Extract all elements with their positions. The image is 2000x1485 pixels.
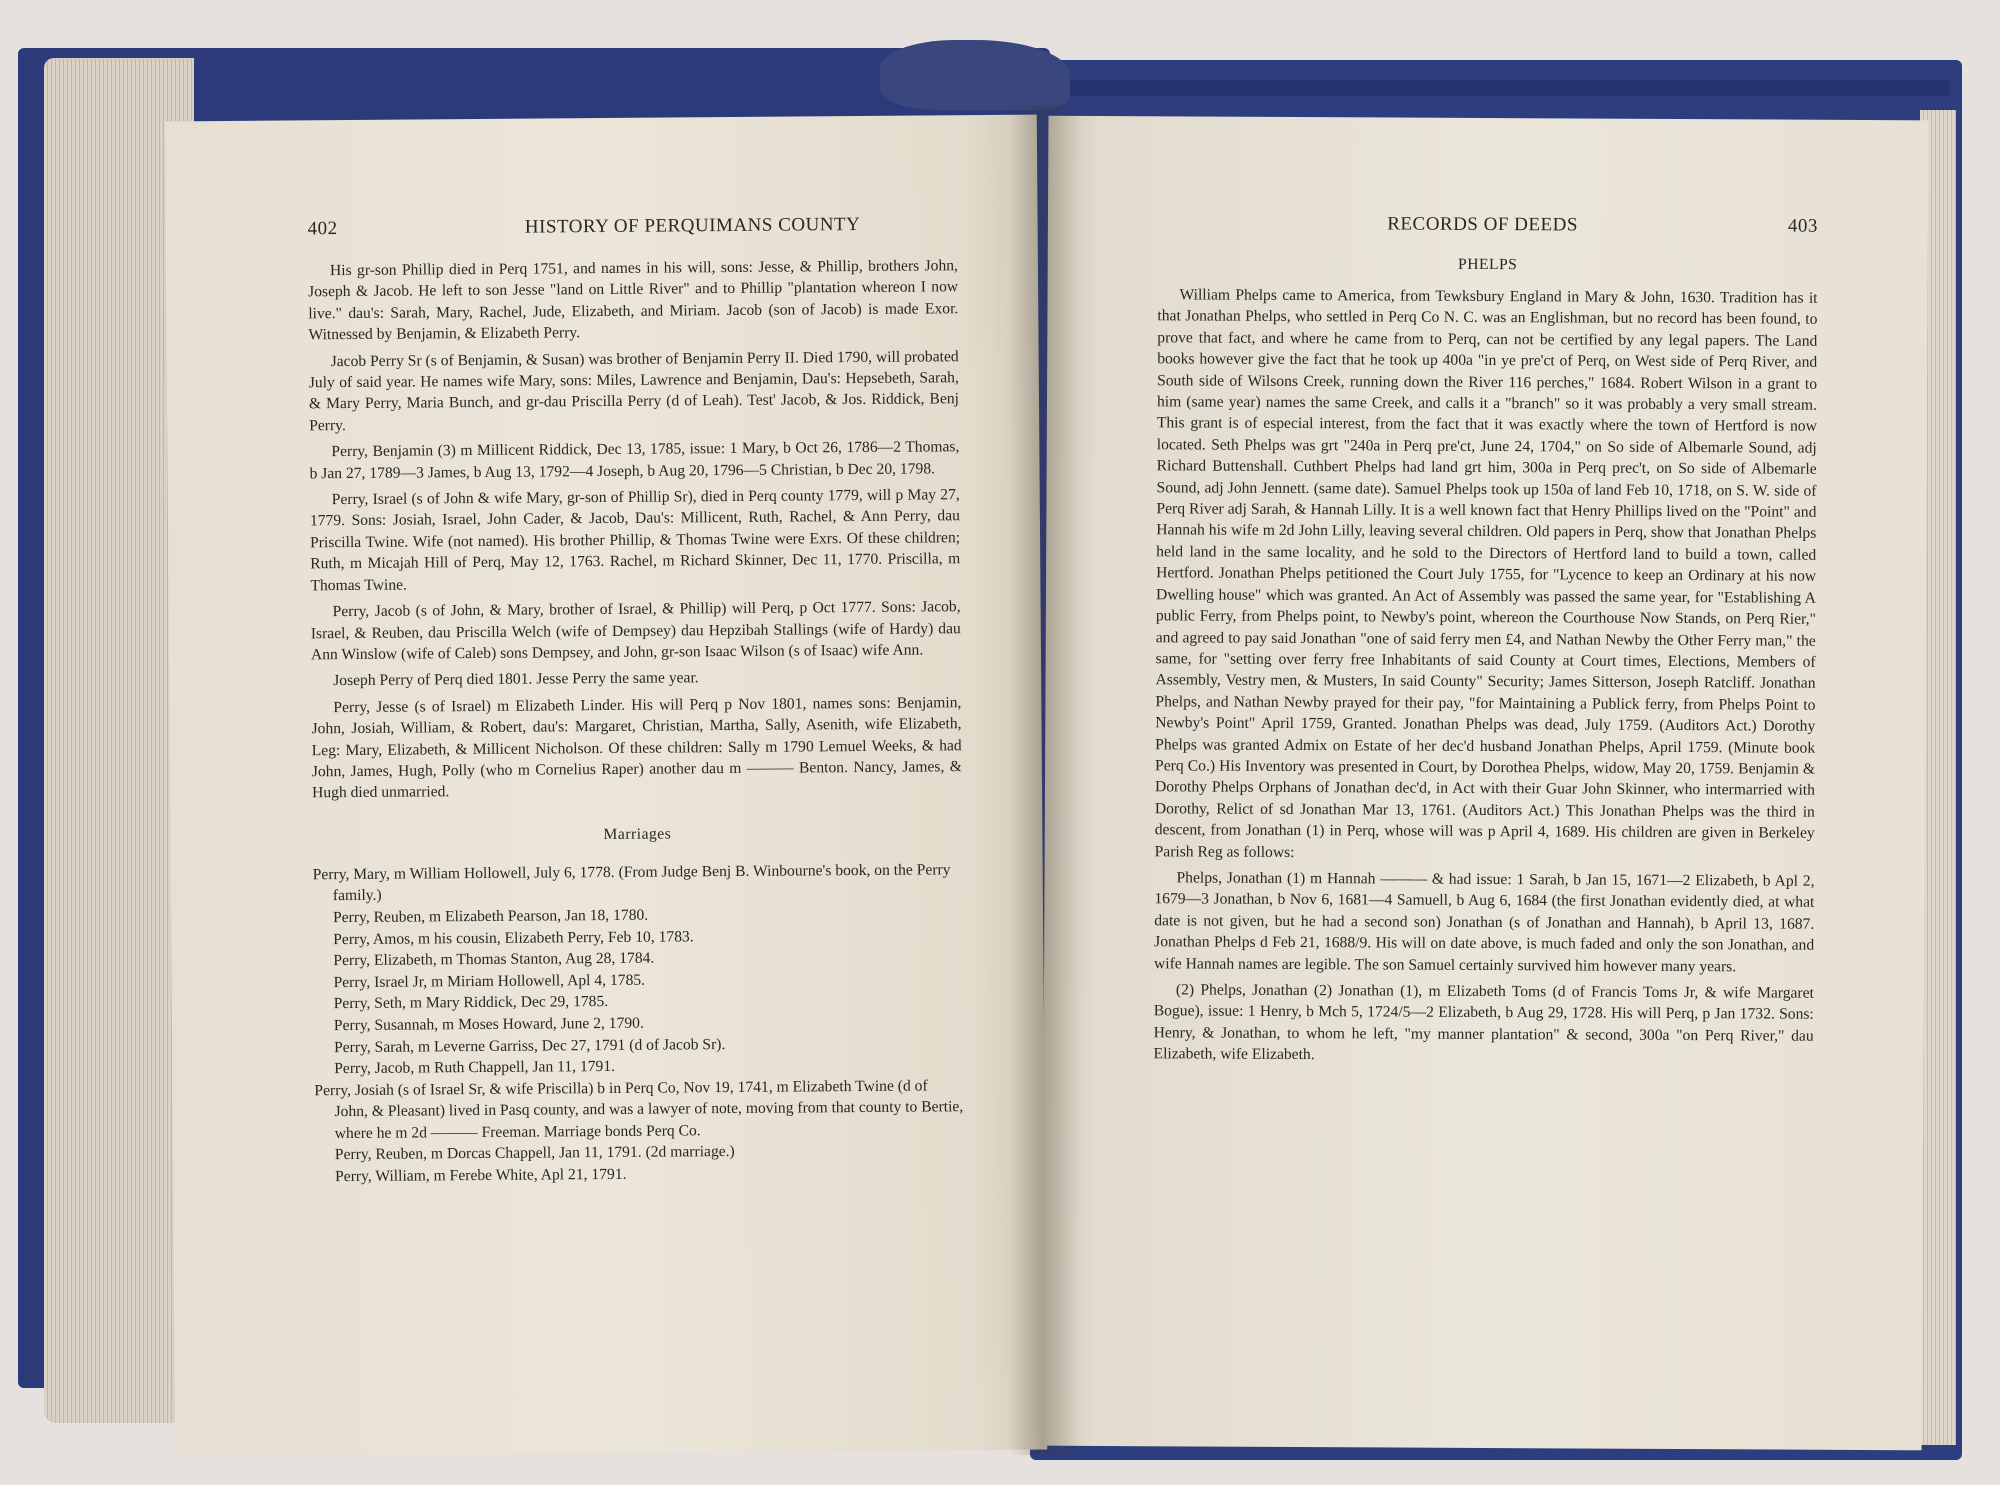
marriage-entry: Perry, Sarah, m Leverne Garriss, Dec 27, 1791 (d of Jacob Sr).	[333, 1035, 726, 1056]
paragraph: Perry, Jesse (s of Israel) m Elizabeth Linder. His will Perq p Nov 1801, names sons: Benjamin, John, Josiah, William, & Robert, dau's: Margaret, Christian, Martha, Sally, Asenith, wife Elizabeth, Leg: Mary, Elizabeth, & Millicent Nicholson. Of these children: Sally m 1790 Lemuel Weeks, & had John, James, Hugh, Polly (who m Cornelius Raper) another dau m ——— Benton. Nancy, James, & Hugh died unmarried.	[311, 693, 962, 802]
left-page	[165, 115, 1047, 1457]
paragraph: William Phelps came to America, from Tewksbury England in Mary & John, 1630. Tradition has it that Jonathan Phelps, who settled in Perq Co N. C. was an Englishman, but no record has been found, to prove that fact, and where he came from to Perq, can not be certified by any legal papers. The Land books however give the fact that he took up 400a "in ye pre'ct of Perq, on West side of Perq River, and South side of Wilsons Creek, running down the River 116 perches," 1684. Robert Wilson in a grant to him (same year) names the same Creek, and calls it a "branch" so it was probably a very small stream. This grant is of especial interest, from the fact that it was exactly where the town of Hertford is now located. Seth Phelps was grt "240a in Perq pre'ct, June 24, 1704," on So side of Albemarle Sound, adj Richard Buttenshall. Cuthbert Phelps had land grt him, 300a in Perq prec't, on So side of Albemarle Sound, adj John Jennett. (same date). Samuel Phelps took up 150a of land Feb 10, 1718, on S. W. side of Perq River adj Sarah, & Hannah Lilly. It is a well known fact that Henry Phillips lived on the "Point" and Hannah his wife m 2d John Lilly, leaving several children. Old papers in Perq, show that Jonathan Phelps held land in the same locality, and he sold to the Directors of Hertford land to build a town, called Hertford. Jonathan Phelps petitioned the Court July 1755, for "Lycence to keep an Ordinary at his now Dwelling house" which was granted. An Act of Assembly was passed the same year, for "Establishing A public Ferry, from Phelps point, to Newby's point, whereon the Courthouse Now Stands, on Perq Rier," and agreed to pay said Jonathan "one of said ferry men £4, and Nathan Newby the Other Ferry man," the same, for "setting over ferry free Inhabitants of said County at Court times, Elections, Members of Assembly, Vestry men, & Musters, In said County" Security; James Sitterson, Joseph Ratcliff. Jonathan Phelps, and Nathan Newby prayed for their pay, "for Maintaining a Publick ferry, from Phelps Point to Newby's Point" April 1759, Granted. Jonathan Phelps was dead, July 1759. (Auditors Act.) Dorothy Phelps was granted Admix on Estate of her dec'd husband Jonathan Phelps, April 1759. (Minute book Perq Co.) His Inventory was presented in Court, by Dorothea Phelps, widow, May 20, 1759. Benjamin & Dorothy Phelps Orphans of Jonathan dec'd, in Act with their Guar John Skinner, who intermarried with Dorothy, Relict of sd Jonathan Mar 13, 1761. (Auditors Act.) This Jonathan Phelps was the third in descent, from Jonathan (1) in Perq, whose will was p April 4, 1689. His children are given in Berkeley Parish Reg as follows:	[1154, 286, 1818, 861]
marriage-entry: Perry, Elizabeth, m Thomas Stanton, Aug 28, 1784.	[333, 949, 655, 970]
cover-top-band	[1070, 80, 1950, 96]
running-head-title-right: RECORDS OF DEEDS	[1387, 213, 1578, 236]
running-head-title-left: HISTORY OF PERQUIMANS COUNTY	[524, 213, 861, 238]
marriage-entry: Perry, Josiah (s of Israel Sr, & wife Priscilla) b in Perq Co, Nov 19, 1741, m Elizabeth Twine (d of John, & Pleasant) lived in Pasq county, and was a lawyer of note, moving from that county to Bertie, where he m 2d ——— Freeman. Marriage bonds Perq Co.	[314, 1077, 964, 1143]
marriage-entry: Perry, Reuben, m Dorcas Chappell, Jan 11, 1791. (2d marriage.)	[334, 1143, 735, 1164]
paragraph: Perry, Israel (s of John & wife Mary, gr-son of Phillip Sr), died in Perq county 1779, will p May 27, 1779. Sons: Josiah, Israel, John Cader, & Jacob, Dau's: Millicent, Ruth, Rachel, & Ann Perry, dau Priscilla Twine. Wife (not named). His brother Phillip, & Thomas Twine were Exrs. Of these children; Ruth, m Micajah Hill of Perq, May 12, 1763. Rachel, m Richard Skinner, Dec 11, 1770. Priscilla, m Thomas Twine.	[309, 486, 961, 595]
marriage-entry: Perry, Reuben, m Elizabeth Pearson, Jan 18, 1780.	[332, 906, 649, 927]
marriage-entry: Perry, Jacob, m Ruth Chappell, Jan 11, 1791.	[334, 1058, 616, 1078]
paragraph: Perry, Benjamin (3) m Millicent Riddick, Dec 13, 1785, issue: 1 Mary, b Oct 26, 1786—2 Thomas, b Jan 27, 1789—3 James, b Aug 13, 1792—4 Joseph, b Aug 20, 1796—5 Christian, b Dec 20, 1798.	[309, 438, 960, 482]
marriage-entry: Perry, Amos, m his cousin, Elizabeth Perry, Feb 10, 1783.	[333, 927, 694, 948]
page-number-left: 402	[307, 218, 338, 240]
paragraph: Joseph Perry of Perq died 1801. Jesse Perry the same year.	[333, 669, 699, 690]
paragraph: Jacob Perry Sr (s of Benjamin, & Susan) was brother of Benjamin Perry II. Died 1790, will probated July of said year. He names wife Mary, sons: Miles, Lawrence and Benjamin, Dau's: Hepsebeth, Sarah, & Mary Perry, Maria Bunch, and gr-dau Priscilla Perry (d of Leah). Test' Jacob, & Jos. Riddick, Benj Perry.	[308, 347, 960, 435]
marriage-entry: Perry, Israel Jr, m Miriam Hollowell, Apl 4, 1785.	[333, 971, 646, 991]
right-page	[1042, 116, 1929, 1451]
paragraph: Perry, Jacob (s of John, & Mary, brother of Israel, & Phillip) will Perq, p Oct 1777. Sons: Jacob, Israel, & Reuben, dau Priscilla Welch (wife of Dempsey) dau Hepzibah Stallings (wife of Hardy) dau Ann Winslow (wife of Caleb) sons Dempsey, and John, gr-son Isaac Wilson (s of Isaac) wife Ann.	[310, 598, 961, 664]
running-head-right	[1158, 212, 1818, 237]
paragraph: Phelps, Jonathan (1) m Hannah ——— & had issue: 1 Sarah, b Jan 15, 1671—2 Elizabeth, b Apl 2, 1679—3 Jonathan, b Nov 6, 1681—4 Samuell, b Aug 6, 1684 (the first Jonathan evidently died, at what date is not given, but he had a second son) Jonathan (s of Jonathan and Hannah), b April 13, 1687. Jonathan Phelps d Feb 21, 1688/9. His will on date above, is much faded and only the son Jonathan, and wife Hannah names are legible. The son Samuel certainly survived him however many years.	[1154, 869, 1815, 975]
marriage-entry: Perry, William, m Ferebe White, Apl 21, 1791.	[334, 1165, 627, 1186]
phelps-heading: PHELPS	[1457, 255, 1518, 274]
marriage-entry: Perry, Seth, m Mary Riddick, Dec 29, 1785.	[333, 993, 609, 1013]
paragraph: (2) Phelps, Jonathan (2) Jonathan (1), m Elizabeth Toms (d of Francis Toms Jr, & wife Margaret Bogue), issue: 1 Henry, b Mch 5, 1724/5—2 Elizabeth, b Aug 29, 1728. His will Perq, p Jan 1732. Sons: Henry, & Jonathan, to whom he left, "my manner plantation" & second, 300a "on Perq River," dau Elizabeth, wife Elizabeth.	[1153, 981, 1814, 1064]
torn-spine	[880, 40, 1070, 110]
marriage-entry: Perry, Mary, m William Hollowell, July 6, 1778. (From Judge Benj B. Winbourne's book, on the Perry family.)	[312, 861, 951, 905]
spine-shadow	[1010, 105, 1080, 1455]
marriages-heading: Marriages	[603, 825, 672, 843]
paragraph: His gr-son Phillip died in Perq 1751, and names in his will, sons: Jesse, & Phillip, brothers John, Joseph & Jacob. He left to son Jesse "land on Little River" and to Phillip "plantation whereon I now live." dau's: Sarah, Mary, Rachel, Jude, Elizabeth, and Miriam. Jacob (son of Jacob) is made Exor. Witnessed by Benjamin, & Elizabeth Perry.	[308, 257, 959, 344]
running-head-left	[308, 213, 958, 240]
page-number-right: 403	[1787, 215, 1818, 237]
marriage-entry: Perry, Susannah, m Moses Howard, June 2, 1790.	[333, 1014, 644, 1035]
